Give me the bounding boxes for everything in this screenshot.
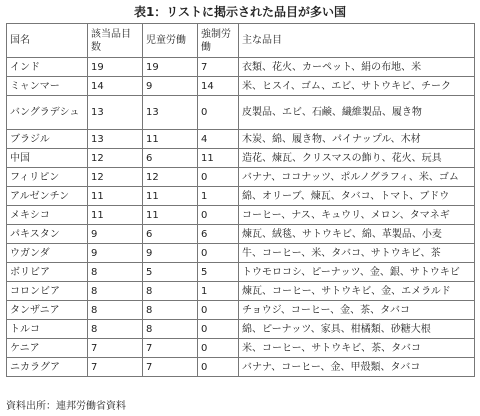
child-labor-cell: 8 bbox=[143, 320, 198, 339]
child-labor-cell: 7 bbox=[143, 358, 198, 377]
item-count-cell: 12 bbox=[88, 149, 143, 168]
item-count-cell: 14 bbox=[88, 77, 143, 96]
forced-labor-cell: 6 bbox=[198, 225, 239, 244]
main-items-cell: 衣類、花火、カーペット、絹の布地、米 bbox=[239, 58, 475, 77]
table-row bbox=[7, 358, 475, 377]
item-count-cell: 13 bbox=[88, 96, 143, 130]
item-count-cell: 11 bbox=[88, 187, 143, 206]
child-labor-cell: 11 bbox=[143, 130, 198, 149]
main-items-cell: 煉瓦、コーヒー、サトウキビ、金、エメラルド bbox=[239, 282, 475, 301]
table-row bbox=[7, 77, 475, 96]
table-row bbox=[7, 149, 475, 168]
main-items-cell: バナナ、ココナッツ、ポルノグラフィ、米、ゴム bbox=[239, 168, 475, 187]
child-labor-cell: 8 bbox=[143, 301, 198, 320]
child-labor-cell: 5 bbox=[143, 263, 198, 282]
main-items-cell: 綿、ピーナッツ、家具、柑橘類、砂糖大根 bbox=[239, 320, 475, 339]
child-labor-cell: 11 bbox=[143, 206, 198, 225]
main-items-cell: コーヒー、ナス、キュウリ、メロン、タマネギ bbox=[239, 206, 475, 225]
table-row bbox=[7, 130, 475, 149]
table-row bbox=[7, 187, 475, 206]
forced-labor-cell: 0 bbox=[198, 206, 239, 225]
forced-labor-cell: 7 bbox=[198, 58, 239, 77]
child-labor-cell: 13 bbox=[143, 96, 198, 130]
item-count-cell: 8 bbox=[88, 301, 143, 320]
item-count-cell: 8 bbox=[88, 263, 143, 282]
country-cell: ケニア bbox=[7, 339, 88, 358]
main-items-cell: チョウジ、コーヒー、金、茶、タバコ bbox=[239, 301, 475, 320]
child-labor-cell: 6 bbox=[143, 225, 198, 244]
forced-labor-cell: 0 bbox=[198, 358, 239, 377]
header-child-labor: 児童労働 bbox=[143, 24, 198, 58]
item-count-cell: 8 bbox=[88, 282, 143, 301]
item-count-cell: 11 bbox=[88, 206, 143, 225]
table-row bbox=[7, 206, 475, 225]
child-labor-cell: 11 bbox=[143, 187, 198, 206]
country-cell: バングラデシュ bbox=[7, 96, 88, 130]
country-cell: タンザニア bbox=[7, 301, 88, 320]
table-row bbox=[7, 58, 475, 77]
forced-labor-cell: 4 bbox=[198, 130, 239, 149]
forced-labor-cell: 0 bbox=[198, 244, 239, 263]
main-items-cell: トウモロコシ、ピーナッツ、金、銀、サトウキビ bbox=[239, 263, 475, 282]
item-count-cell: 8 bbox=[88, 320, 143, 339]
item-count-cell: 9 bbox=[88, 225, 143, 244]
header-forced-labor: 強制労働 bbox=[198, 24, 239, 58]
forced-labor-cell: 1 bbox=[198, 187, 239, 206]
country-cell: インド bbox=[7, 58, 88, 77]
country-cell: ミャンマー bbox=[7, 77, 88, 96]
table-row bbox=[7, 168, 475, 187]
item-count-cell: 13 bbox=[88, 130, 143, 149]
main-items-cell: 煉瓦、絨毯、サトウキビ、綿、革製品、小麦 bbox=[239, 225, 475, 244]
country-cell: アルゼンチン bbox=[7, 187, 88, 206]
country-cell: ウガンダ bbox=[7, 244, 88, 263]
country-cell: フィリピン bbox=[7, 168, 88, 187]
item-count-cell: 7 bbox=[88, 358, 143, 377]
forced-labor-cell: 14 bbox=[198, 77, 239, 96]
country-cell: 中国 bbox=[7, 149, 88, 168]
country-cell: ブラジル bbox=[7, 130, 88, 149]
forced-labor-cell: 0 bbox=[198, 168, 239, 187]
country-cell: ボリビア bbox=[7, 263, 88, 282]
item-count-cell: 19 bbox=[88, 58, 143, 77]
header-item-count: 該当品目数 bbox=[88, 24, 143, 58]
table-title: 表1：リストに掲示された品目が多い国 bbox=[133, 5, 347, 19]
main-items-cell: 綿、オリーブ、煉瓦、タバコ、トマト、ブドウ bbox=[239, 187, 475, 206]
header-main-items: 主な品目 bbox=[239, 24, 475, 58]
table-header-row bbox=[7, 24, 475, 58]
main-items-cell: バナナ、コーヒー、金、甲殻類、タバコ bbox=[239, 358, 475, 377]
item-count-cell: 7 bbox=[88, 339, 143, 358]
child-labor-cell: 9 bbox=[143, 77, 198, 96]
forced-labor-cell: 0 bbox=[198, 339, 239, 358]
main-items-cell: 牛、コーヒー、米、タバコ、サトウキビ、茶 bbox=[239, 244, 475, 263]
table-row bbox=[7, 301, 475, 320]
child-labor-cell: 12 bbox=[143, 168, 198, 187]
source-note: 資料出所：連邦労働省資料 bbox=[6, 401, 126, 412]
main-items-cell: 造花、煉瓦、クリスマスの飾り、花火、玩具 bbox=[239, 149, 475, 168]
forced-labor-cell: 11 bbox=[198, 149, 239, 168]
country-cell: コロンビア bbox=[7, 282, 88, 301]
table-row bbox=[7, 263, 475, 282]
child-labor-cell: 19 bbox=[143, 58, 198, 77]
main-items-cell: 米、ヒスイ、ゴム、エビ、サトウキビ、チーク bbox=[239, 77, 475, 96]
forced-labor-cell: 0 bbox=[198, 320, 239, 339]
country-cell: パキスタン bbox=[7, 225, 88, 244]
forced-labor-cell: 0 bbox=[198, 301, 239, 320]
table-row bbox=[7, 225, 475, 244]
table-row bbox=[7, 320, 475, 339]
forced-labor-cell: 1 bbox=[198, 282, 239, 301]
main-items-cell: 米、コーヒー、サトウキビ、茶、タバコ bbox=[239, 339, 475, 358]
forced-labor-cell: 5 bbox=[198, 263, 239, 282]
table-row bbox=[7, 339, 475, 358]
table-row bbox=[7, 96, 475, 130]
main-items-cell: 木炭、綿、履き物、パイナップル、木材 bbox=[239, 130, 475, 149]
item-count-cell: 9 bbox=[88, 244, 143, 263]
country-cell: トルコ bbox=[7, 320, 88, 339]
item-count-cell: 12 bbox=[88, 168, 143, 187]
child-labor-cell: 6 bbox=[143, 149, 198, 168]
country-items-table bbox=[6, 23, 475, 377]
forced-labor-cell: 0 bbox=[198, 96, 239, 130]
table-row bbox=[7, 282, 475, 301]
child-labor-cell: 9 bbox=[143, 244, 198, 263]
country-cell: ニカラグア bbox=[7, 358, 88, 377]
country-cell: メキシコ bbox=[7, 206, 88, 225]
header-country: 国名 bbox=[7, 24, 88, 58]
child-labor-cell: 7 bbox=[143, 339, 198, 358]
table-row bbox=[7, 244, 475, 263]
child-labor-cell: 8 bbox=[143, 282, 198, 301]
main-items-cell: 皮製品、エビ、石鹸、繊維製品、履き物 bbox=[239, 96, 475, 130]
